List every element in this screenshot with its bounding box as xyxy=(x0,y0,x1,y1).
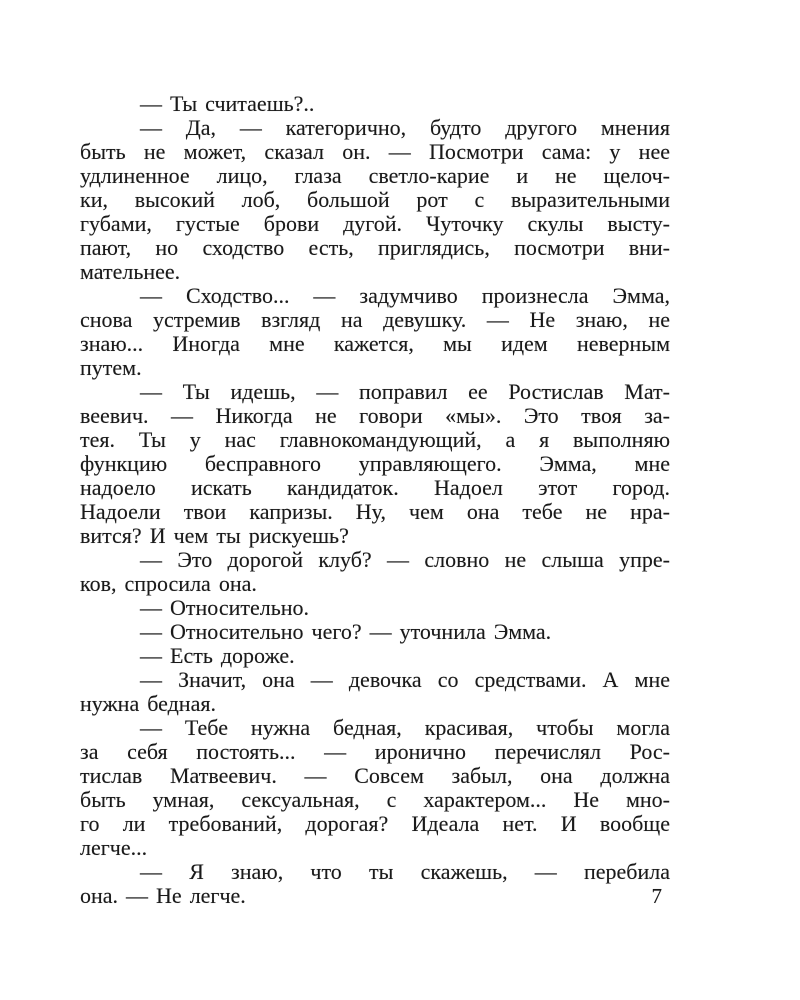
text-line: мательнее. xyxy=(80,259,181,284)
text-line: — Ты идешь, — поправил ее Ростислав Мат- xyxy=(140,379,670,404)
text-line: — Относительно. xyxy=(140,595,310,620)
text-line: быть не может, сказал он. — Посмотри сама: у нее xyxy=(80,139,670,164)
text-line: — Сходство... — задумчиво произнесла Эмма, xyxy=(140,283,670,308)
text-line: нужна бедная. xyxy=(80,691,216,716)
text-line: ков, спросила она. xyxy=(80,571,257,596)
text-line: — Ты считаешь?.. xyxy=(140,91,315,116)
text-line: ки, высокий лоб, большой рот с выразительными xyxy=(80,187,670,212)
text-line: быть умная, сексуальная, с характером... Не мно- xyxy=(80,787,670,812)
text-line: снова устремив взгляд на девушку. — Не знаю, не xyxy=(80,307,670,332)
text-line: — Я знаю, что ты скажешь, — перебила xyxy=(140,859,670,884)
text-line: — Относительно чего? — уточнила Эмма. xyxy=(140,619,552,644)
text-line: вится? И чем ты рискуешь? xyxy=(80,523,349,548)
text-line: — Есть дороже. xyxy=(140,643,295,668)
text-line: губами, густые брови дугой. Чуточку скулы высту- xyxy=(80,211,670,236)
page-number: 7 xyxy=(651,884,662,908)
text-line: веевич. — Никогда не говори «мы». Это твоя за- xyxy=(80,403,670,428)
text-line: — Да, — категорично, будто другого мнения xyxy=(140,115,670,140)
text-line: легче... xyxy=(80,835,148,860)
text-block xyxy=(80,92,670,908)
text-line: Надоели твои капризы. Ну, чем она тебе не нра- xyxy=(80,499,670,524)
text-line: пают, но сходство есть, приглядись, посмотри вни- xyxy=(80,235,670,260)
text-line: функцию бесправного управляющего. Эмма, мне xyxy=(80,451,670,476)
text-line: тея. Ты у нас главнокомандующий, а я выполняю xyxy=(80,427,670,452)
text-line: — Это дорогой клуб? — словно не слыша упре- xyxy=(140,547,670,572)
text-line: путем. xyxy=(80,355,142,380)
text-line: — Тебе нужна бедная, красивая, чтобы могла xyxy=(140,715,670,740)
text-line: за себя постоять... — иронично перечислял Рос- xyxy=(80,739,670,764)
text-line: удлиненное лицо, глаза светло-карие и не щелоч- xyxy=(80,163,670,188)
text-line: тислав Матвеевич. — Совсем забыл, она должна xyxy=(80,763,670,788)
text-line: надоело искать кандидаток. Надоел этот город. xyxy=(80,475,670,500)
text-line: го ли требований, дорогая? Идеала нет. И вообще xyxy=(80,811,670,836)
text-line: знаю... Иногда мне кажется, мы идем неверным xyxy=(80,331,670,356)
text-line: она. — Не легче. xyxy=(80,883,246,908)
text-line: — Значит, она — девочка со средствами. А мне xyxy=(140,667,670,692)
